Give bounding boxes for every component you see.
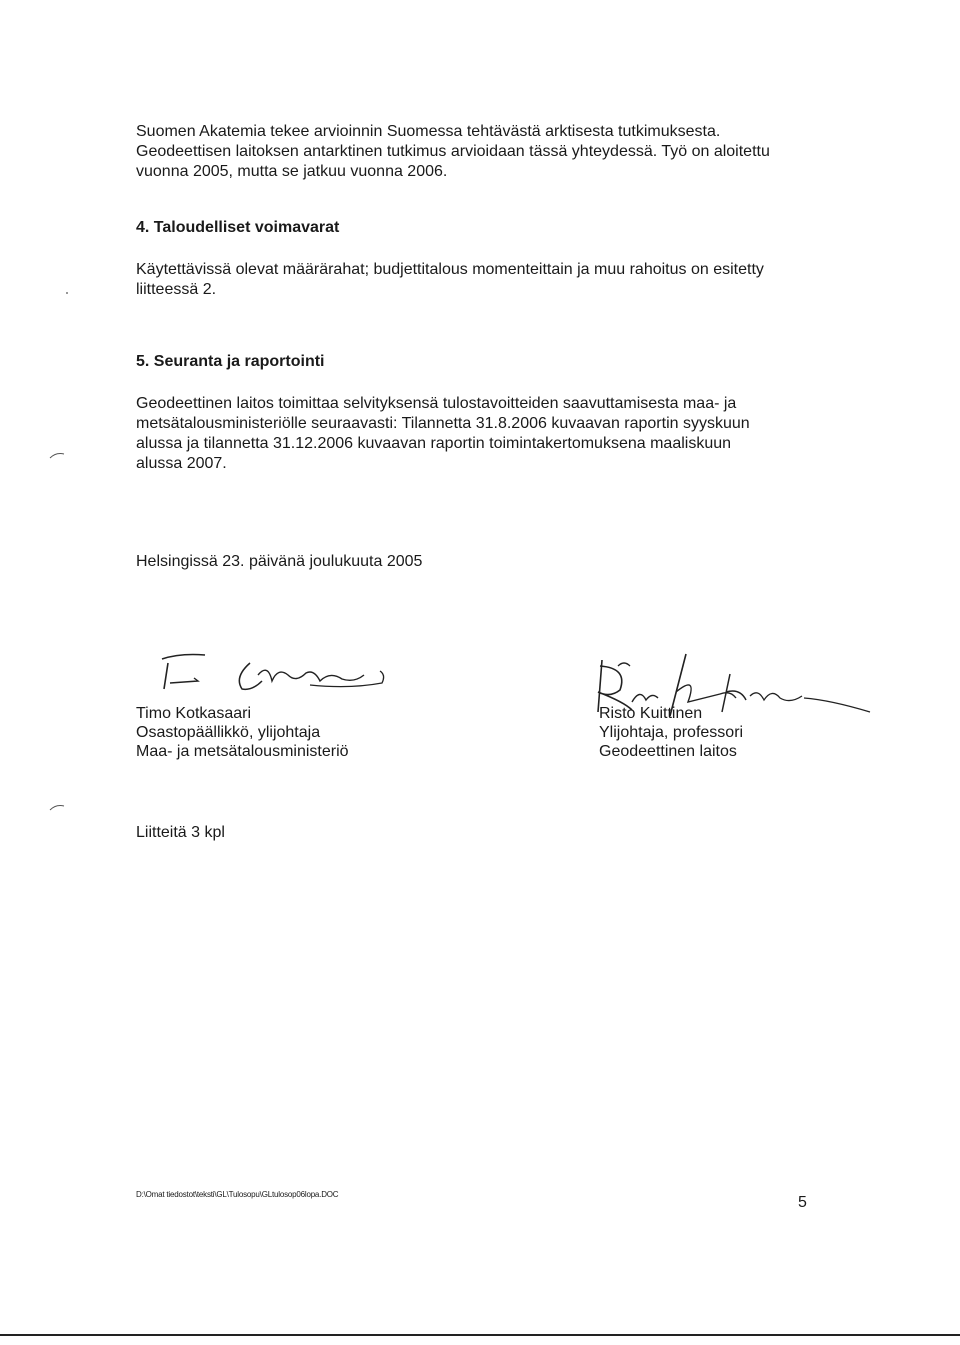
intro-line-2: Geodeettisen laitoksen antarktinen tutkimus arvioidaan tässä yhteydessä. Työ on aloitettu xyxy=(136,143,770,160)
signatory-right-title: Ylijohtaja, professori xyxy=(599,724,744,741)
scan-mark-1 xyxy=(48,450,68,460)
section-4-line-2: liitteessä 2. xyxy=(136,281,217,298)
section-5-line-4: alussa 2007. xyxy=(136,455,227,472)
intro-paragraph xyxy=(136,122,826,182)
section-4-paragraph xyxy=(136,260,826,300)
signatory-left xyxy=(136,704,349,761)
signature-left-image xyxy=(150,645,410,705)
signatory-right-org: Geodeettinen laitos xyxy=(599,743,737,760)
footer-file-path: D:\Omat tiedostot\teksti\GL\Tulosopu\GLtulosop06lopa.DOC xyxy=(136,1190,339,1199)
section-5-heading: 5. Seuranta ja raportointi xyxy=(136,353,325,370)
place-date: Helsingissä 23. päivänä joulukuuta 2005 xyxy=(136,553,423,570)
intro-line-3: vuonna 2005, mutta se jatkuu vuonna 2006. xyxy=(136,163,448,180)
section-4-line-1: Käytettävissä olevat määrärahat; budjettitalous momenteittain ja muu rahoitus on esitetty xyxy=(136,261,764,278)
section-4-heading: 4. Taloudelliset voimavarat xyxy=(136,219,340,236)
intro-line-1: Suomen Akatemia tekee arvioinnin Suomessa tehtävästä arktisesta tutkimuksesta. xyxy=(136,123,721,140)
bottom-scan-edge xyxy=(0,1334,960,1336)
signatory-left-name: Timo Kotkasaari xyxy=(136,705,251,722)
signatory-right-name: Risto Kuittinen xyxy=(599,705,703,722)
signatory-left-title: Osastopäällikkö, ylijohtaja xyxy=(136,724,321,741)
scan-mark-2 xyxy=(48,802,68,812)
section-5-line-2: metsätalousministeriölle seuraavasti: Tilannetta 31.8.2006 kuvaavan raportin syyskuun xyxy=(136,415,750,432)
signatory-right xyxy=(599,704,743,761)
page-number: 5 xyxy=(798,1194,807,1211)
section-5-line-1: Geodeettinen laitos toimittaa selvityksensä tulostavoitteiden saavuttamisesta maa- ja xyxy=(136,395,737,412)
section-5-paragraph xyxy=(136,394,826,474)
section-5-line-3: alussa ja tilannetta 31.12.2006 kuvaavan raportin toimintakertomuksena maaliskuun xyxy=(136,435,732,452)
signatory-left-org: Maa- ja metsätalousministeriö xyxy=(136,743,349,760)
scan-mark-3 xyxy=(64,290,70,296)
attachments-note: Liitteitä 3 kpl xyxy=(136,824,225,841)
